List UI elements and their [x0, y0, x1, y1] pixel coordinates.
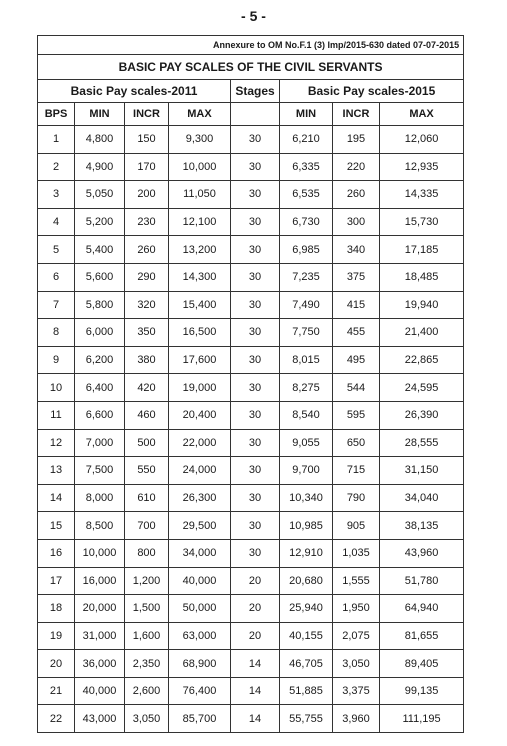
- col-min-2011-cell: 43,000: [75, 705, 125, 733]
- col-max-2011-cell: 68,900: [169, 650, 231, 678]
- table-row: [38, 650, 464, 678]
- col-stages-cell: 20: [231, 567, 280, 595]
- col-max-2011-cell: 13,200: [169, 236, 231, 264]
- col-stages-cell: 30: [231, 484, 280, 512]
- col-max-2011-cell: 22,000: [169, 429, 231, 457]
- col-incr-2011-cell: 420: [125, 374, 169, 402]
- col-min-2015-cell: 7,750: [280, 319, 333, 347]
- col-incr-2011-cell: 610: [125, 484, 169, 512]
- table-row: [38, 484, 464, 512]
- col-stages-cell: 30: [231, 401, 280, 429]
- col-max-2011-cell: 20,400: [169, 401, 231, 429]
- col-incr-2011-cell: 800: [125, 539, 169, 567]
- col-stages-cell: 30: [231, 457, 280, 485]
- col-bps-cell: 19: [38, 622, 75, 650]
- col-min-2015-cell: 55,755: [280, 705, 333, 733]
- col-max-2015-cell: 64,940: [380, 595, 464, 623]
- col-bps-cell: 13: [38, 457, 75, 485]
- col-min-2015-cell: 8,015: [280, 346, 333, 374]
- col-incr-2015-cell: 3,050: [333, 650, 380, 678]
- col-incr-2015-cell: 2,075: [333, 622, 380, 650]
- col-max-2015-cell: 22,865: [380, 346, 464, 374]
- col-incr-2011-cell: 2,350: [125, 650, 169, 678]
- col-max-2015-cell: 17,185: [380, 236, 464, 264]
- col-min-2015-cell: 51,885: [280, 677, 333, 705]
- col-stages-cell: 30: [231, 181, 280, 209]
- col-incr-2015-cell: 455: [333, 319, 380, 347]
- group-header-stages: Stages: [231, 80, 280, 103]
- col-stages-cell: 20: [231, 595, 280, 623]
- table-row: [38, 263, 464, 291]
- col-bps-cell: 4: [38, 208, 75, 236]
- table-row: [38, 346, 464, 374]
- col-bps-cell: 8: [38, 319, 75, 347]
- table-row: [38, 457, 464, 485]
- col-bps-cell: 9: [38, 346, 75, 374]
- col-max-2011-cell: 15,400: [169, 291, 231, 319]
- col-stages-cell: 30: [231, 263, 280, 291]
- col-incr-2011-cell: 150: [125, 126, 169, 154]
- col-incr-2015-cell: 220: [333, 153, 380, 181]
- col-max-2011-cell: 9,300: [169, 126, 231, 154]
- col-incr-2011-cell: 1,600: [125, 622, 169, 650]
- col-incr-2015-cell: 650: [333, 429, 380, 457]
- col-incr-2015-cell: 1,035: [333, 539, 380, 567]
- col-max-2015-cell: 38,135: [380, 512, 464, 540]
- col-bps-cell: 2: [38, 153, 75, 181]
- table-row: [38, 595, 464, 623]
- col-incr-2015-cell: 715: [333, 457, 380, 485]
- col-min-2015-cell: 6,210: [280, 126, 333, 154]
- col-bps-cell: 12: [38, 429, 75, 457]
- col-min-2015-cell: 8,275: [280, 374, 333, 402]
- col-max-2011-cell: 63,000: [169, 622, 231, 650]
- col-min-2015-cell: 8,540: [280, 401, 333, 429]
- table-row: [38, 429, 464, 457]
- col-incr-2015-cell: 1,555: [333, 567, 380, 595]
- col-max-2015-cell: 21,400: [380, 319, 464, 347]
- col-max-2015-cell: 89,405: [380, 650, 464, 678]
- table-row: [38, 374, 464, 402]
- col-incr-2015-cell: 495: [333, 346, 380, 374]
- col-max-2011-cell: 76,400: [169, 677, 231, 705]
- col-min-2011-cell: 8,500: [75, 512, 125, 540]
- col-incr-2011-cell: 1,500: [125, 595, 169, 623]
- col-max-2015-cell: 26,390: [380, 401, 464, 429]
- col-min-2015-cell: 6,985: [280, 236, 333, 264]
- table-row: [38, 319, 464, 347]
- col-min-2011-cell: 4,800: [75, 126, 125, 154]
- col-min-2015-header: MIN: [280, 103, 333, 126]
- col-incr-2011-cell: 550: [125, 457, 169, 485]
- col-bps-cell: 7: [38, 291, 75, 319]
- table-row: [38, 291, 464, 319]
- col-stages-cell: 14: [231, 677, 280, 705]
- table-row: [38, 236, 464, 264]
- col-incr-2015-cell: 905: [333, 512, 380, 540]
- col-stages-cell: 30: [231, 539, 280, 567]
- col-min-2015-cell: 40,155: [280, 622, 333, 650]
- col-incr-2015-cell: 260: [333, 181, 380, 209]
- col-incr-2015-cell: 195: [333, 126, 380, 154]
- col-max-2015-cell: 28,555: [380, 429, 464, 457]
- table-row: [38, 512, 464, 540]
- col-incr-2015-cell: 544: [333, 374, 380, 402]
- col-min-2011-cell: 5,800: [75, 291, 125, 319]
- col-max-2015-cell: 19,940: [380, 291, 464, 319]
- col-min-2011-cell: 5,200: [75, 208, 125, 236]
- col-max-2015-cell: 81,655: [380, 622, 464, 650]
- col-incr-2011-cell: 230: [125, 208, 169, 236]
- col-max-2015-cell: 99,135: [380, 677, 464, 705]
- col-min-2011-cell: 16,000: [75, 567, 125, 595]
- col-bps-cell: 1: [38, 126, 75, 154]
- table-row: [38, 622, 464, 650]
- col-incr-2011-cell: 380: [125, 346, 169, 374]
- col-min-2015-cell: 7,235: [280, 263, 333, 291]
- table-row: [38, 677, 464, 705]
- col-stages-header: [231, 103, 280, 126]
- col-incr-2015-cell: 300: [333, 208, 380, 236]
- col-bps-cell: 15: [38, 512, 75, 540]
- col-min-2015-cell: 9,700: [280, 457, 333, 485]
- col-max-2011-cell: 50,000: [169, 595, 231, 623]
- col-min-2011-cell: 6,400: [75, 374, 125, 402]
- col-max-2011-cell: 34,000: [169, 539, 231, 567]
- col-incr-2015-cell: 340: [333, 236, 380, 264]
- col-min-2011-cell: 6,200: [75, 346, 125, 374]
- col-incr-2015-cell: 595: [333, 401, 380, 429]
- col-max-2011-cell: 17,600: [169, 346, 231, 374]
- col-bps-cell: 17: [38, 567, 75, 595]
- col-max-2015-cell: 18,485: [380, 263, 464, 291]
- col-min-2011-cell: 6,000: [75, 319, 125, 347]
- table-row: [38, 567, 464, 595]
- col-max-2015-cell: 31,150: [380, 457, 464, 485]
- col-stages-cell: 30: [231, 291, 280, 319]
- col-stages-cell: 20: [231, 622, 280, 650]
- annexure-reference: Annexure to OM No.F.1 (3) Imp/2015-630 dated 07-07-2015: [38, 36, 464, 55]
- col-min-2015-cell: 25,940: [280, 595, 333, 623]
- col-stages-cell: 14: [231, 650, 280, 678]
- col-max-2011-cell: 29,500: [169, 512, 231, 540]
- col-max-2011-cell: 11,050: [169, 181, 231, 209]
- col-min-2011-cell: 20,000: [75, 595, 125, 623]
- col-bps-cell: 6: [38, 263, 75, 291]
- table-body: [38, 126, 464, 733]
- col-max-2011-cell: 16,500: [169, 319, 231, 347]
- col-min-2015-cell: 10,340: [280, 484, 333, 512]
- col-min-2011-header: MIN: [75, 103, 125, 126]
- col-min-2015-cell: 6,535: [280, 181, 333, 209]
- col-max-2015-cell: 24,595: [380, 374, 464, 402]
- table-row: [38, 539, 464, 567]
- col-incr-2015-header: INCR: [333, 103, 380, 126]
- col-bps-cell: 10: [38, 374, 75, 402]
- col-stages-cell: 30: [231, 208, 280, 236]
- col-incr-2011-cell: 3,050: [125, 705, 169, 733]
- col-incr-2015-cell: 790: [333, 484, 380, 512]
- col-stages-cell: 30: [231, 236, 280, 264]
- col-stages-cell: 14: [231, 705, 280, 733]
- group-header-2015: Basic Pay scales-2015: [280, 80, 464, 103]
- col-max-2015-cell: 34,040: [380, 484, 464, 512]
- col-incr-2015-cell: 3,375: [333, 677, 380, 705]
- col-min-2015-cell: 7,490: [280, 291, 333, 319]
- col-max-2015-header: MAX: [380, 103, 464, 126]
- page-number: - 5 -: [241, 8, 266, 24]
- col-bps-cell: 21: [38, 677, 75, 705]
- col-stages-cell: 30: [231, 126, 280, 154]
- col-bps-cell: 22: [38, 705, 75, 733]
- col-stages-cell: 30: [231, 319, 280, 347]
- col-incr-2011-cell: 2,600: [125, 677, 169, 705]
- col-incr-2015-cell: 415: [333, 291, 380, 319]
- col-bps-cell: 18: [38, 595, 75, 623]
- col-max-2011-cell: 12,100: [169, 208, 231, 236]
- col-stages-cell: 30: [231, 374, 280, 402]
- col-stages-cell: 30: [231, 429, 280, 457]
- col-incr-2011-cell: 170: [125, 153, 169, 181]
- col-max-2011-cell: 26,300: [169, 484, 231, 512]
- col-incr-2015-cell: 1,950: [333, 595, 380, 623]
- col-incr-2011-cell: 350: [125, 319, 169, 347]
- col-min-2011-cell: 5,050: [75, 181, 125, 209]
- col-min-2015-cell: 9,055: [280, 429, 333, 457]
- col-incr-2011-cell: 320: [125, 291, 169, 319]
- col-max-2015-cell: 14,335: [380, 181, 464, 209]
- table-row: [38, 208, 464, 236]
- col-stages-cell: 30: [231, 153, 280, 181]
- col-max-2015-cell: 15,730: [380, 208, 464, 236]
- col-incr-2011-cell: 260: [125, 236, 169, 264]
- col-min-2011-cell: 31,000: [75, 622, 125, 650]
- col-min-2011-cell: 7,500: [75, 457, 125, 485]
- col-incr-2011-cell: 200: [125, 181, 169, 209]
- group-header-2011: Basic Pay scales-2011: [38, 80, 231, 103]
- table-row: [38, 181, 464, 209]
- col-min-2015-cell: 10,985: [280, 512, 333, 540]
- col-max-2011-cell: 24,000: [169, 457, 231, 485]
- col-incr-2011-cell: 460: [125, 401, 169, 429]
- col-bps-cell: 20: [38, 650, 75, 678]
- col-min-2015-cell: 46,705: [280, 650, 333, 678]
- col-stages-cell: 30: [231, 346, 280, 374]
- col-min-2015-cell: 6,730: [280, 208, 333, 236]
- col-min-2011-cell: 6,600: [75, 401, 125, 429]
- col-max-2011-cell: 85,700: [169, 705, 231, 733]
- col-max-2015-cell: 51,780: [380, 567, 464, 595]
- col-bps-cell: 11: [38, 401, 75, 429]
- col-bps-cell: 3: [38, 181, 75, 209]
- table-row: [38, 126, 464, 154]
- col-min-2011-cell: 36,000: [75, 650, 125, 678]
- col-min-2011-cell: 8,000: [75, 484, 125, 512]
- col-max-2011-cell: 14,300: [169, 263, 231, 291]
- col-stages-cell: 30: [231, 512, 280, 540]
- table-title: BASIC PAY SCALES OF THE CIVIL SERVANTS: [38, 55, 464, 80]
- col-incr-2011-cell: 1,200: [125, 567, 169, 595]
- col-min-2011-cell: 5,600: [75, 263, 125, 291]
- column-header-row: [38, 103, 464, 126]
- col-incr-2011-cell: 700: [125, 512, 169, 540]
- col-min-2011-cell: 10,000: [75, 539, 125, 567]
- table-row: [38, 401, 464, 429]
- col-incr-2015-cell: 3,960: [333, 705, 380, 733]
- col-max-2015-cell: 111,195: [380, 705, 464, 733]
- pay-scales-table: [37, 35, 464, 733]
- col-bps-cell: 5: [38, 236, 75, 264]
- col-min-2011-cell: 5,400: [75, 236, 125, 264]
- col-min-2015-cell: 6,335: [280, 153, 333, 181]
- table-row: [38, 153, 464, 181]
- col-bps-cell: 14: [38, 484, 75, 512]
- col-max-2015-cell: 43,960: [380, 539, 464, 567]
- col-max-2011-cell: 40,000: [169, 567, 231, 595]
- col-max-2011-cell: 19,000: [169, 374, 231, 402]
- col-min-2015-cell: 20,680: [280, 567, 333, 595]
- col-bps-header: BPS: [38, 103, 75, 126]
- col-min-2011-cell: 4,900: [75, 153, 125, 181]
- table-row: [38, 705, 464, 733]
- col-incr-2015-cell: 375: [333, 263, 380, 291]
- col-incr-2011-cell: 290: [125, 263, 169, 291]
- col-min-2011-cell: 7,000: [75, 429, 125, 457]
- col-max-2011-header: MAX: [169, 103, 231, 126]
- col-incr-2011-header: INCR: [125, 103, 169, 126]
- col-max-2015-cell: 12,060: [380, 126, 464, 154]
- col-incr-2011-cell: 500: [125, 429, 169, 457]
- col-min-2015-cell: 12,910: [280, 539, 333, 567]
- col-max-2015-cell: 12,935: [380, 153, 464, 181]
- col-min-2011-cell: 40,000: [75, 677, 125, 705]
- col-max-2011-cell: 10,000: [169, 153, 231, 181]
- col-bps-cell: 16: [38, 539, 75, 567]
